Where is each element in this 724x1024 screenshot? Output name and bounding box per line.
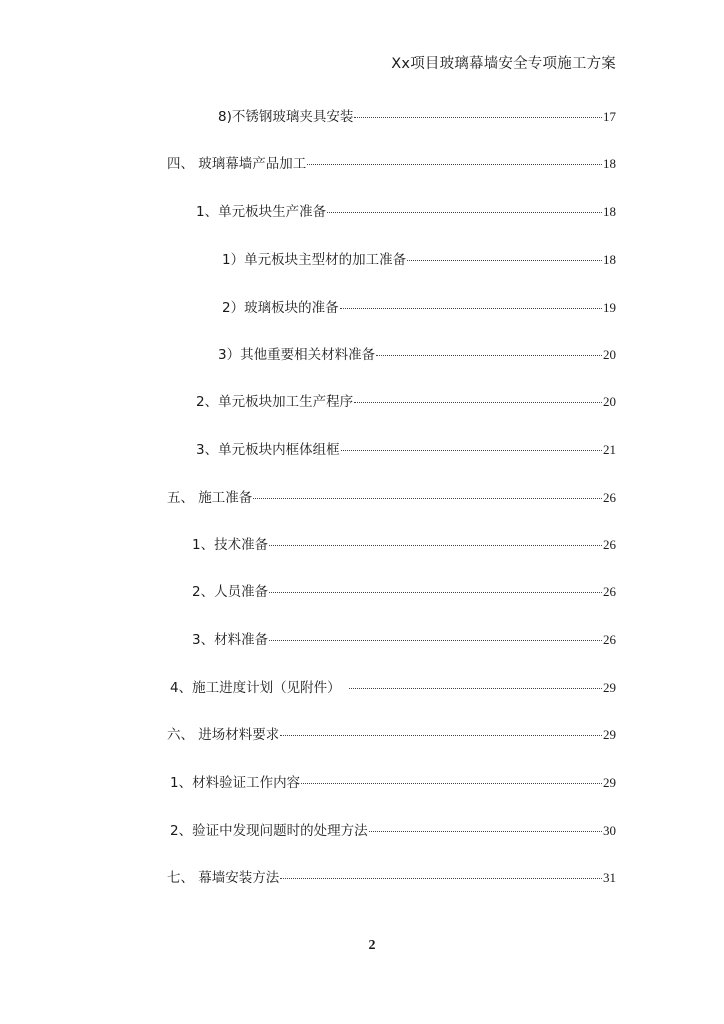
toc-entry-page: 26 — [603, 537, 616, 552]
toc-entry-label: 1）单元板块主型材的加工准备 — [222, 252, 407, 268]
toc-entry[interactable] — [222, 296, 616, 316]
toc-entry-label: 8)不锈钢玻璃夹具安装 — [218, 109, 354, 125]
toc-entry[interactable] — [218, 105, 616, 125]
toc-leader-dots — [354, 117, 602, 118]
toc-entry-page: 26 — [603, 584, 616, 599]
toc-entry-page: 20 — [603, 347, 616, 362]
toc-entry-label: 3、材料准备 — [192, 632, 269, 648]
toc-entry[interactable] — [192, 628, 616, 648]
toc-entry-label: 六、 进场材料要求 — [167, 727, 280, 743]
toc-entry[interactable] — [170, 771, 616, 791]
toc-entry-page: 18 — [603, 204, 616, 219]
toc-entry-label: 1、技术准备 — [192, 537, 269, 553]
toc-leader-dots — [341, 450, 602, 451]
toc-entry[interactable] — [196, 438, 616, 458]
toc-leader-dots — [349, 688, 602, 689]
toc-entry-label: 七、 幕墙安装方法 — [167, 870, 280, 886]
toc-entry-label: 2、单元板块加工生产程序 — [196, 394, 354, 410]
toc-leader-dots — [376, 355, 602, 356]
toc-entry-label: 五、 施工准备 — [167, 490, 253, 506]
toc-entry-page: 30 — [603, 823, 616, 838]
toc-entry-page: 17 — [603, 109, 616, 124]
toc-leader-dots — [354, 402, 602, 403]
toc-leader-dots — [269, 640, 602, 641]
toc-entry-page: 31 — [603, 870, 616, 885]
toc-entry-page: 18 — [603, 156, 616, 171]
toc-leader-dots — [307, 164, 602, 165]
toc-leader-dots — [280, 878, 602, 879]
toc-entry[interactable] — [196, 200, 616, 220]
toc-entry-label: 四、 玻璃幕墙产品加工 — [167, 156, 307, 172]
toc-entry-page: 18 — [603, 252, 616, 267]
toc-leader-dots — [340, 308, 602, 309]
toc-leader-dots — [301, 783, 602, 784]
toc-entry[interactable] — [167, 152, 616, 172]
toc-entry-page: 29 — [603, 680, 616, 695]
toc-leader-dots — [269, 592, 602, 593]
toc-entry-label: 2、验证中发现问题时的处理方法 — [170, 823, 368, 839]
toc-entry-label: 3、单元板块内框体组框 — [196, 442, 340, 458]
toc-entry[interactable] — [192, 580, 616, 600]
toc-entry-page: 29 — [603, 775, 616, 790]
toc-entry-page: 26 — [603, 632, 616, 647]
toc-entry[interactable] — [196, 390, 616, 410]
toc-entry-label: 4、施工进度计划（见附件） — [170, 680, 341, 696]
toc-entry[interactable] — [192, 533, 616, 553]
toc-leader-dots — [269, 545, 602, 546]
toc-entry[interactable] — [170, 819, 616, 839]
toc-leader-dots — [327, 212, 602, 213]
toc-entry[interactable] — [222, 248, 616, 268]
toc-leader-dots — [369, 831, 602, 832]
page-number: 2 — [368, 938, 376, 953]
document-header: Xx项目玻璃幕墙安全专项施工方案 — [391, 56, 616, 72]
toc-leader-dots — [407, 260, 602, 261]
toc-entry[interactable] — [170, 676, 616, 696]
toc-entry[interactable] — [167, 866, 616, 886]
toc-entry-label: 1、单元板块生产准备 — [196, 204, 327, 220]
toc-entry-label: 1、材料验证工作内容 — [170, 775, 301, 791]
toc-entry[interactable] — [167, 486, 616, 506]
toc-entry-page: 21 — [603, 442, 616, 457]
toc-entry-label: 2、人员准备 — [192, 584, 269, 600]
toc-entry[interactable] — [167, 723, 616, 743]
toc-entry[interactable] — [218, 343, 616, 363]
toc-entry-label: 3）其他重要相关材料准备 — [218, 347, 376, 363]
toc-entry-page: 20 — [603, 394, 616, 409]
toc-leader-dots — [253, 498, 602, 499]
toc-leader-dots — [280, 735, 602, 736]
toc-entry-page: 29 — [603, 727, 616, 742]
toc-entry-page: 26 — [603, 490, 616, 505]
toc-entry-page: 19 — [603, 300, 616, 315]
toc-entry-label: 2）玻璃板块的准备 — [222, 300, 339, 316]
